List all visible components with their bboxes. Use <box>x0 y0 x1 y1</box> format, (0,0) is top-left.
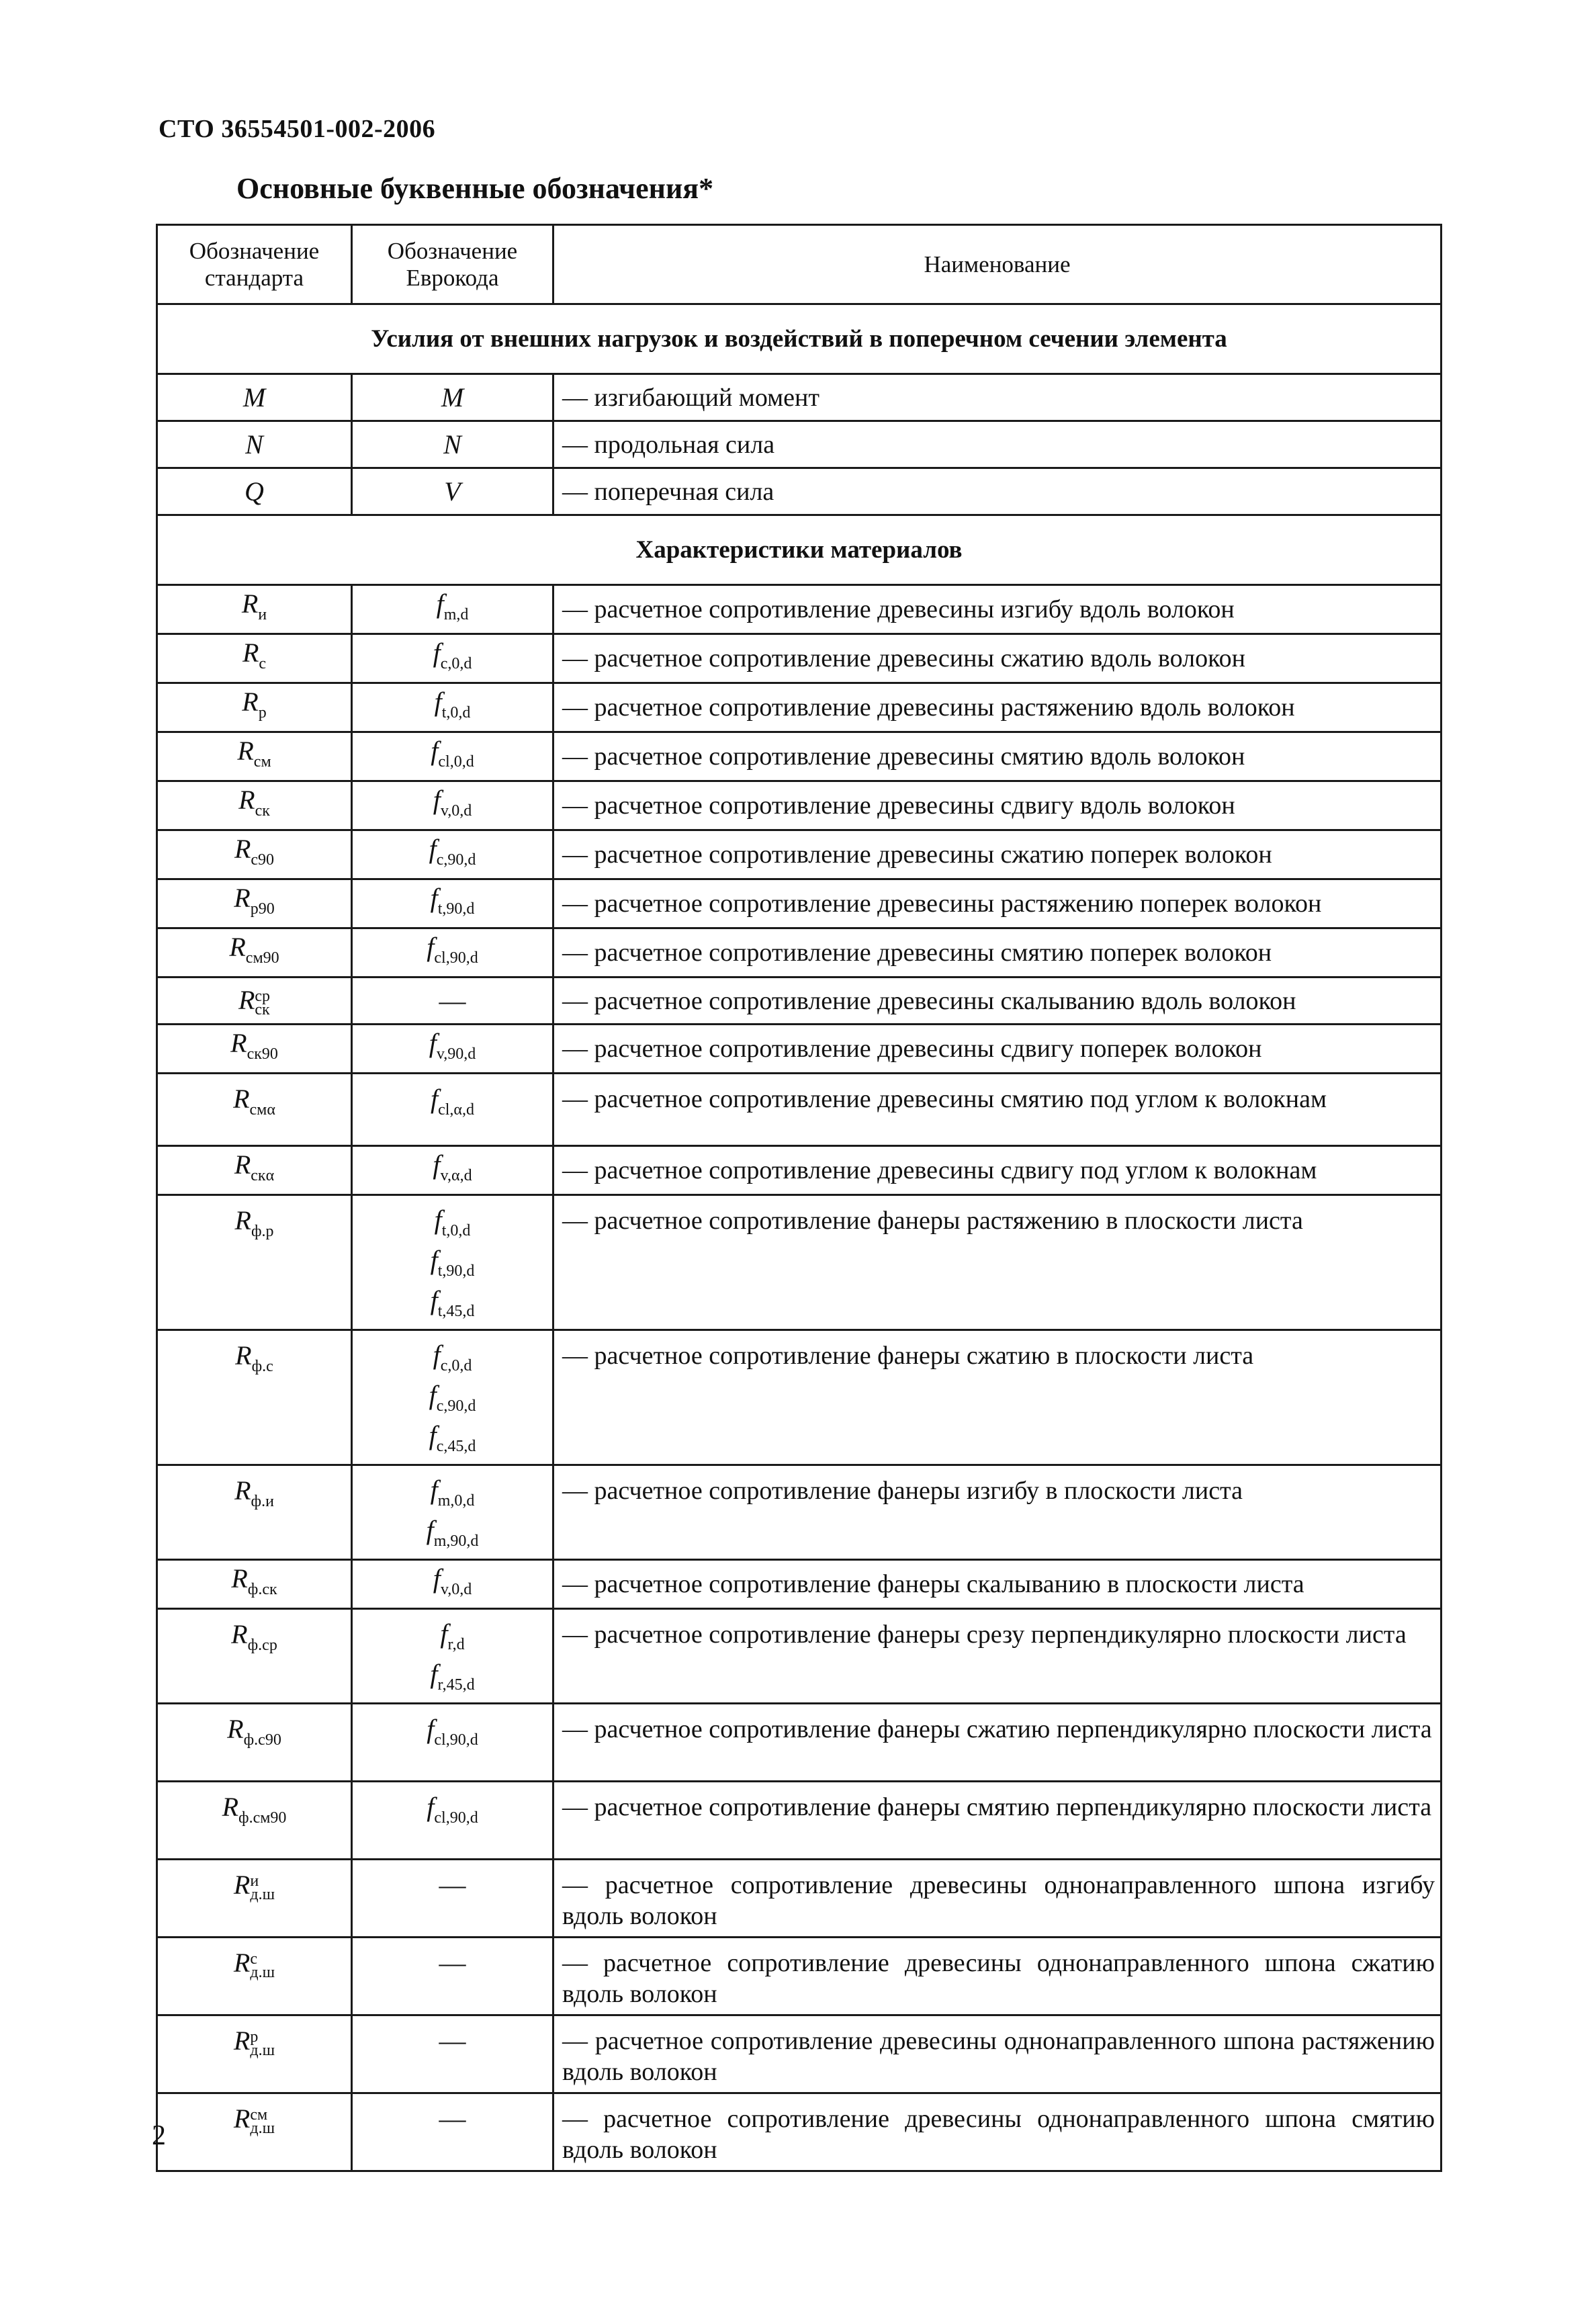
symbol-base: R <box>233 2026 251 2056</box>
eurocode-symbol <box>352 374 553 421</box>
symbol-indices <box>250 2105 275 2137</box>
table-row <box>157 879 1442 928</box>
standard-symbol <box>157 1609 352 1704</box>
symbol-base: R <box>233 2103 251 2134</box>
symbol-base: R <box>241 589 259 619</box>
symbol-base: f <box>433 1563 441 1594</box>
symbol-base: R <box>242 687 259 717</box>
table-row <box>157 1195 1442 1330</box>
symbol-subscript: v,0,d <box>440 1581 472 1598</box>
symbol-subscript: ф.см90 <box>238 1809 287 1827</box>
standard-symbol <box>157 879 352 928</box>
symbol-base: f <box>429 1028 437 1058</box>
symbol-base: M <box>242 382 266 412</box>
page-title: Основные буквенные обозначения* <box>236 172 714 205</box>
symbol-base: Q <box>245 476 264 507</box>
eurocode-symbol: — <box>352 977 553 1025</box>
standard-symbol <box>157 732 352 781</box>
eurocode-symbol <box>352 1782 553 1860</box>
symbol-description: — расчетное сопротивление фанеры срезу перпендикулярно плоскости листа <box>553 1609 1442 1704</box>
symbol-base: R <box>231 1619 248 1649</box>
symbol-subscript: р90 <box>250 900 275 918</box>
symbol-base: f <box>427 932 435 962</box>
eurocode-symbol <box>352 468 553 515</box>
symbol-base: R <box>227 1714 244 1744</box>
symbol-subscript: t,90,d <box>437 1262 475 1280</box>
eurocode-symbol <box>352 1195 553 1330</box>
symbol-subscript: д.ш <box>250 2119 275 2137</box>
symbol-superscript: р <box>250 2028 259 2046</box>
symbol-subscript: m,d <box>443 606 469 623</box>
symbol-description: — расчетное сопротивление древесины растяжению вдоль волокон <box>553 683 1442 732</box>
eurocode-symbol <box>352 732 553 781</box>
section-header-row <box>157 515 1442 585</box>
symbol-description: — расчетное сопротивление древесины сжатию вдоль волокон <box>553 634 1442 683</box>
eurocode-symbol-line <box>358 1381 547 1421</box>
symbol-base: f <box>440 1618 448 1649</box>
eurocode-symbol-line <box>358 1421 547 1461</box>
symbol-base: f <box>433 638 441 668</box>
symbol-base: f <box>427 1792 435 1822</box>
standard-symbol <box>157 977 352 1025</box>
symbol-base: f <box>431 736 439 766</box>
document-code: СТО 36554501-002-2006 <box>159 115 436 143</box>
table-row <box>157 1025 1442 1074</box>
table-row <box>157 732 1442 781</box>
symbol-base: f <box>430 1245 438 1275</box>
standard-symbol <box>157 1860 352 1938</box>
symbol-subscript: c,0,d <box>440 1357 472 1375</box>
table-row <box>157 683 1442 732</box>
symbol-description: — расчетное сопротивление древесины смятию под углом к волокнам <box>553 1074 1442 1146</box>
symbol-description: — расчетное сопротивление древесины сдвигу поперек волокон <box>553 1025 1442 1074</box>
standard-symbol <box>157 2015 352 2093</box>
symbol-description: — расчетное сопротивление древесины смятию вдоль волокон <box>553 732 1442 781</box>
symbol-base: R <box>222 1792 239 1822</box>
eurocode-symbol: — <box>352 2015 553 2093</box>
symbol-base: V <box>444 476 461 507</box>
symbol-description: — расчетное сопротивление фанеры сжатию перпендикулярно плоскости листа <box>553 1704 1442 1782</box>
table-row <box>157 1146 1442 1195</box>
table-row <box>157 374 1442 421</box>
eurocode-symbol <box>352 781 553 830</box>
symbol-description: — расчетное сопротивление древесины сдвигу под углом к волокнам <box>553 1146 1442 1195</box>
section-header-row <box>157 304 1442 374</box>
symbol-description: — расчетное сопротивление древесины растяжению поперек волокон <box>553 879 1442 928</box>
standard-symbol <box>157 1074 352 1146</box>
symbol-base: f <box>436 589 444 619</box>
table-row <box>157 634 1442 683</box>
symbol-description: — продольная сила <box>553 421 1442 468</box>
symbol-description: — расчетное сопротивление фанеры смятию перпендикулярно плоскости листа <box>553 1782 1442 1860</box>
symbol-subscript: cl,90,d <box>434 1809 478 1827</box>
symbol-base: R <box>234 834 251 864</box>
symbol-subscript: v,90,d <box>436 1045 476 1063</box>
symbol-subscript: m,0,d <box>437 1492 475 1510</box>
symbol-base: f <box>433 785 441 815</box>
symbol-subscript: c,90,d <box>436 851 476 869</box>
symbol-subscript: с <box>259 655 267 672</box>
col-header-name: Наименование <box>553 225 1442 304</box>
symbol-subscript: см <box>253 753 271 771</box>
table-row <box>157 977 1442 1025</box>
eurocode-symbol-line <box>358 1205 547 1246</box>
table-row <box>157 421 1442 468</box>
table-row <box>157 1074 1442 1146</box>
eurocode-symbol <box>352 928 553 977</box>
symbol-description: — расчетное сопротивление древесины однонаправленного шпона сжатию вдоль волокон <box>553 1938 1442 2015</box>
symbol-base: R <box>238 785 255 815</box>
symbol-base: f <box>433 1149 441 1180</box>
table-row <box>157 1330 1442 1465</box>
eurocode-symbol-line <box>358 1286 547 1326</box>
symbol-subscript: t,0,d <box>441 1222 471 1240</box>
symbol-base: f <box>426 1515 434 1545</box>
symbol-superscript: и <box>250 1872 259 1890</box>
symbol-base: R <box>234 1205 251 1235</box>
table-row <box>157 2015 1442 2093</box>
symbol-base: R <box>233 1084 250 1114</box>
symbol-subscript: ф.и <box>251 1493 274 1510</box>
table-body <box>157 304 1442 2171</box>
standard-symbol <box>157 1146 352 1195</box>
table-row <box>157 585 1442 634</box>
col-header-eurocode: Обозначение Еврокода <box>352 225 553 304</box>
symbol-superscript: ср <box>255 987 271 1005</box>
symbol-subscript: v,0,d <box>440 802 472 820</box>
symbol-base: f <box>430 1475 438 1505</box>
table-row <box>157 1609 1442 1704</box>
symbol-description: — расчетное сопротивление древесины сдвигу вдоль волокон <box>553 781 1442 830</box>
symbol-subscript: m,90,d <box>433 1532 479 1550</box>
symbol-subscript: д.ш <box>250 1963 275 1981</box>
symbol-base: R <box>234 1475 251 1506</box>
symbols-table <box>156 224 1442 2172</box>
eurocode-symbol <box>352 421 553 468</box>
symbol-subscript: ф.ск <box>247 1581 277 1598</box>
symbol-base: N <box>245 429 263 460</box>
eurocode-symbol <box>352 585 553 634</box>
symbol-base: f <box>434 687 442 717</box>
eurocode-symbol <box>352 830 553 879</box>
eurocode-symbol-line <box>358 1246 547 1286</box>
symbol-subscript: см90 <box>245 949 279 967</box>
eurocode-symbol: — <box>352 2093 553 2171</box>
standard-symbol <box>157 1938 352 2015</box>
symbol-subscript: c,45,d <box>436 1438 476 1455</box>
standard-symbol <box>157 1704 352 1782</box>
symbol-description: — расчетное сопротивление древесины сжатию поперек волокон <box>553 830 1442 879</box>
symbol-base: R <box>234 1149 251 1180</box>
symbol-base: f <box>430 1659 438 1689</box>
eurocode-symbol <box>352 634 553 683</box>
symbol-subscript: c,0,d <box>440 655 472 672</box>
symbol-subscript: cl,α,d <box>438 1101 475 1119</box>
symbol-subscript: ск <box>255 802 270 820</box>
symbol-description: — поперечная сила <box>553 468 1442 515</box>
table-row <box>157 830 1442 879</box>
page-number: 2 <box>152 2120 166 2151</box>
eurocode-symbol <box>352 879 553 928</box>
symbol-subscript: с90 <box>251 851 275 869</box>
symbol-description: — расчетное сопротивление древесины скалыванию вдоль волокон <box>553 977 1442 1025</box>
eurocode-symbol: — <box>352 1860 553 1938</box>
eurocode-symbol <box>352 1074 553 1146</box>
standard-symbol <box>157 1025 352 1074</box>
standard-symbol <box>157 1195 352 1330</box>
symbol-description: — расчетное сопротивление древесины изгибу вдоль волокон <box>553 585 1442 634</box>
symbol-subscript: ф.с90 <box>243 1731 281 1749</box>
table-row <box>157 468 1442 515</box>
symbol-description: — изгибающий момент <box>553 374 1442 421</box>
eurocode-symbol <box>352 1560 553 1609</box>
symbol-subscript: смα <box>249 1101 275 1119</box>
symbol-base: f <box>430 883 438 913</box>
standard-symbol <box>157 1560 352 1609</box>
eurocode-symbol <box>352 1609 553 1704</box>
symbol-base: R <box>233 1948 251 1978</box>
symbol-subscript: р <box>258 704 267 722</box>
symbol-base: R <box>238 985 255 1016</box>
symbol-superscript: с <box>250 1950 258 1968</box>
standard-symbol <box>157 468 352 515</box>
symbol-subscript: t,90,d <box>437 900 475 918</box>
standard-symbol <box>157 421 352 468</box>
symbol-subscript: t,0,d <box>441 704 471 722</box>
symbol-base: f <box>430 1285 438 1315</box>
symbol-indices <box>250 1952 275 1979</box>
symbol-base: R <box>231 1563 248 1594</box>
standard-symbol <box>157 1465 352 1560</box>
standard-symbol <box>157 2093 352 2171</box>
symbol-subscript: ф.ср <box>247 1637 277 1654</box>
table-row <box>157 1938 1442 2015</box>
standard-symbol <box>157 1330 352 1465</box>
table-row <box>157 2093 1442 2171</box>
eurocode-symbol <box>352 1465 553 1560</box>
symbol-subscript: r,45,d <box>437 1676 475 1694</box>
symbol-subscript: д.ш <box>250 1885 275 1903</box>
standard-symbol <box>157 830 352 879</box>
symbol-description: — расчетное сопротивление древесины однонаправленного шпона смятию вдоль волокон <box>553 2093 1442 2171</box>
symbol-base: f <box>429 1420 437 1450</box>
eurocode-symbol-line <box>358 1659 547 1700</box>
symbol-base: R <box>229 932 246 962</box>
symbol-subscript: ф.с <box>251 1358 273 1375</box>
symbol-subscript: д.ш <box>250 2041 275 2059</box>
symbol-subscript: ф.р <box>251 1223 274 1240</box>
symbol-base: R <box>235 1340 252 1371</box>
section-title: Усилия от внешних нагрузок и воздействий в поперечном сечении элемента <box>157 304 1442 374</box>
symbol-indices <box>250 1874 275 1901</box>
symbol-subscript: cl,90,d <box>434 1731 478 1749</box>
symbol-subscript: скα <box>251 1167 275 1184</box>
symbol-indices <box>255 987 271 1018</box>
eurocode-symbol-line <box>358 1340 547 1381</box>
symbol-description: — расчетное сопротивление древесины смятию поперек волокон <box>553 928 1442 977</box>
standard-symbol <box>157 634 352 683</box>
eurocode-symbol <box>352 1330 553 1465</box>
col-header-standard: Обозначение стандарта <box>157 225 352 304</box>
symbol-subscript: cl,0,d <box>438 753 474 771</box>
symbol-subscript: cl,90,d <box>434 949 478 967</box>
eurocode-symbol-line <box>358 1516 547 1556</box>
symbol-base: R <box>234 883 251 913</box>
symbol-subscript: t,45,d <box>437 1303 475 1320</box>
symbol-superscript: см <box>250 2105 268 2124</box>
eurocode-symbol-line <box>358 1619 547 1659</box>
symbol-description: — расчетное сопротивление фанеры скалыванию в плоскости листа <box>553 1560 1442 1609</box>
standard-symbol <box>157 1782 352 1860</box>
symbol-base: f <box>434 1205 442 1235</box>
eurocode-symbol-line <box>358 1475 547 1516</box>
table-row <box>157 1860 1442 1938</box>
eurocode-symbol: — <box>352 1938 553 2015</box>
symbol-base: R <box>230 1028 247 1058</box>
table-header-row <box>157 225 1442 304</box>
symbol-base: f <box>427 1714 435 1744</box>
symbol-description: — расчетное сопротивление фанеры сжатию в плоскости листа <box>553 1330 1442 1465</box>
symbol-base: R <box>242 638 259 668</box>
symbol-description: — расчетное сопротивление древесины однонаправленного шпона изгибу вдоль волокон <box>553 1860 1442 1938</box>
eurocode-symbol <box>352 1146 553 1195</box>
symbol-base: M <box>441 382 464 412</box>
symbol-subscript: и <box>258 606 267 623</box>
standard-symbol <box>157 928 352 977</box>
standard-symbol <box>157 683 352 732</box>
table-row <box>157 1465 1442 1560</box>
symbol-base: f <box>429 834 437 864</box>
table-row <box>157 1704 1442 1782</box>
symbol-indices <box>250 2030 275 2057</box>
symbol-base: R <box>237 736 254 766</box>
symbol-subscript: ск <box>255 1000 270 1018</box>
symbol-description: — расчетное сопротивление фанеры растяжению в плоскости листа <box>553 1195 1442 1330</box>
eurocode-symbol <box>352 683 553 732</box>
symbol-base: f <box>429 1380 437 1410</box>
symbol-base: f <box>433 1340 441 1370</box>
symbol-base: N <box>443 429 461 460</box>
section-title: Характеристики материалов <box>157 515 1442 585</box>
symbol-subscript: v,α,d <box>440 1167 472 1184</box>
symbol-subscript: ск90 <box>247 1045 278 1063</box>
standard-symbol <box>157 374 352 421</box>
symbol-description: — расчетное сопротивление фанеры изгибу в плоскости листа <box>553 1465 1442 1560</box>
table-row <box>157 1560 1442 1609</box>
symbol-subscript: r,d <box>447 1636 465 1653</box>
symbol-base: R <box>233 1870 251 1900</box>
table-row <box>157 928 1442 977</box>
eurocode-symbol <box>352 1025 553 1074</box>
symbol-subscript: c,90,d <box>436 1397 476 1415</box>
table-row <box>157 781 1442 830</box>
eurocode-symbol <box>352 1704 553 1782</box>
symbol-description: — расчетное сопротивление древесины однонаправленного шпона растяжению вдоль волокон <box>553 2015 1442 2093</box>
symbol-base: f <box>430 1084 439 1114</box>
table-row <box>157 1782 1442 1860</box>
standard-symbol <box>157 585 352 634</box>
standard-symbol <box>157 781 352 830</box>
